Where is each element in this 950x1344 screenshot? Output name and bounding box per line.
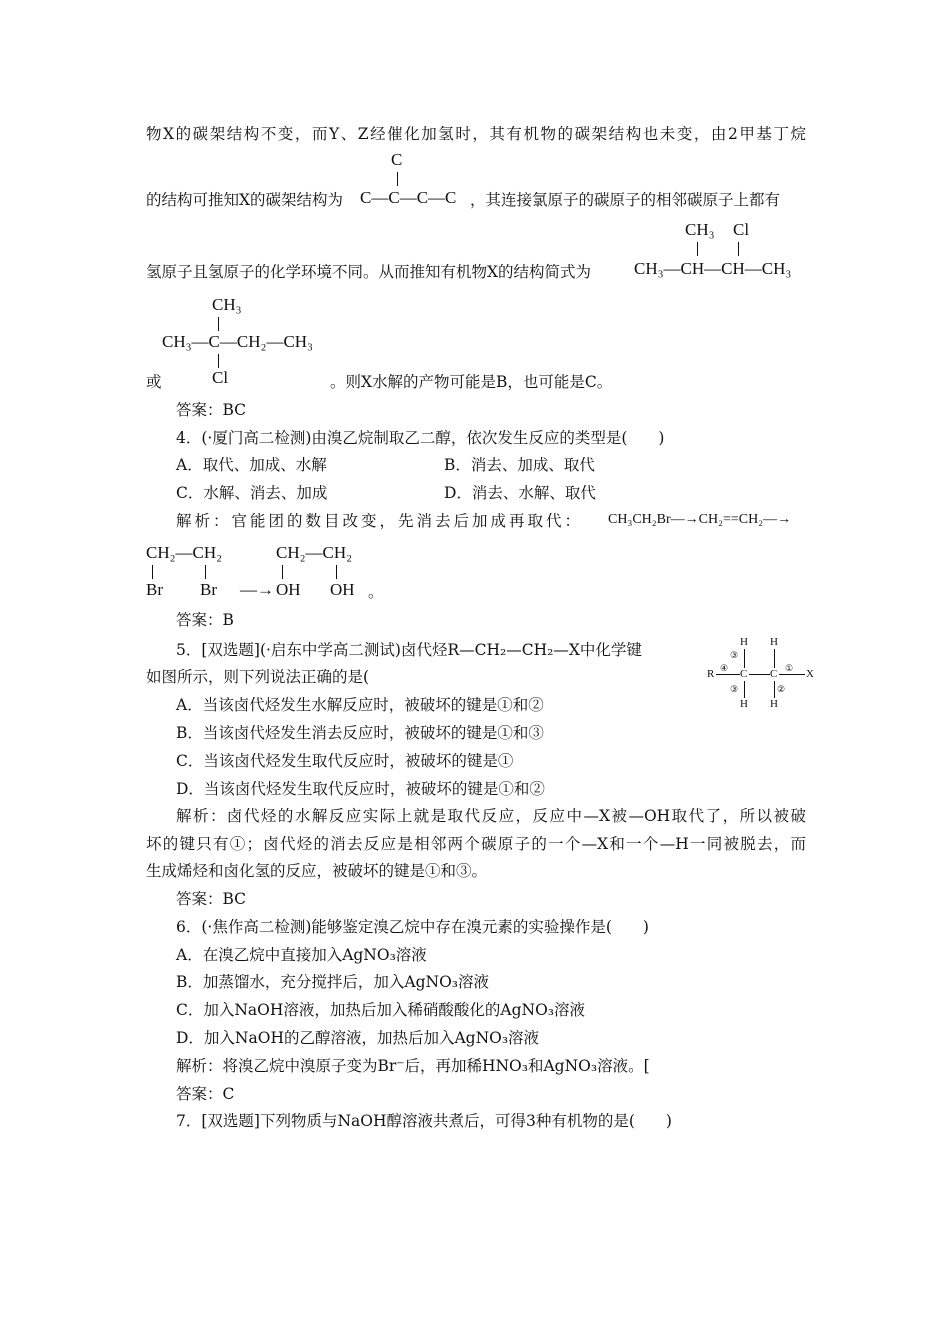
structure-bond [697, 242, 698, 256]
chem-group: CH₃ [761, 259, 792, 278]
hydroxyl-left: OH [276, 580, 301, 599]
chem-bond: — [744, 259, 762, 278]
hydroxyl-right: OH [330, 580, 355, 599]
dibromoethane-chain [146, 543, 222, 563]
answer-line: 答案：C [176, 1085, 235, 1103]
ethylene-glycol-chain [276, 543, 352, 563]
cc-bond [749, 674, 770, 675]
question-7: 7．[双选题]下列物质与NaOH醇溶液共煮后，可得3种有机物的是( ) [176, 1112, 672, 1130]
option-6b: B．加蒸馏水，充分搅拌后，加入AgNO₃溶液 [176, 973, 489, 991]
period: 。 [368, 583, 384, 601]
ch-bond [744, 681, 745, 698]
structure-main-chain [634, 259, 791, 279]
rc-bond [716, 674, 740, 675]
chem-bond: — [305, 543, 323, 562]
chem-group: CH₃ [283, 332, 313, 351]
chem-group: CH₂ [236, 332, 267, 351]
explanation-6: 解析：将溴乙烷中溴原子变为Br⁻后，再加稀HNO₃和AgNO₃溶液。[ [176, 1057, 650, 1075]
chem-bond: — [175, 543, 193, 562]
bond-label-2: ② [777, 684, 786, 694]
question-4: 4．(·厦门高二检测)由溴乙烷制取乙二醇，依次发生反应的类型是( ) [176, 429, 665, 447]
question-5-cont: 如图所示，则下列说法正确的是( [146, 668, 370, 686]
bromine-right: Br [200, 580, 217, 599]
option-5c: C．当该卤代烃发生取代反应时，被破坏的键是① [176, 752, 514, 770]
paragraph-line: 的结构可推知X的碳架结构为 [146, 191, 344, 209]
x-atom: X [806, 668, 814, 680]
explanation-5-end: 生成烯烃和卤化氢的反应，被破坏的键是①和③。 [146, 862, 488, 880]
explanation-4: 解析：官能团的数目改变，先消去后加成再取代： [176, 512, 584, 530]
chem-bond: — [219, 332, 237, 351]
reaction-arrow: —→ [240, 580, 274, 599]
option-6d: D．加入NaOH的乙醇溶液，加热后加入AgNO₃溶液 [176, 1029, 540, 1047]
chem-group: CH₂ [192, 543, 223, 562]
paragraph-line: 。则X水解的产物可能是B，也可能是C。 [330, 373, 613, 391]
bond-diagram [706, 636, 814, 710]
paragraph-line: 物X的碳架结构不变，而Y、Z经催化加氢时，其有机物的碳架结构也未变，由2甲基丁烷 [146, 125, 806, 143]
chem-group: CH₃ [634, 259, 664, 278]
chem-bond: — [371, 188, 389, 207]
carbon-2: C [770, 668, 778, 680]
option-5b: B．当该卤代烃发生消去反应时，被破坏的键是①和③ [176, 724, 544, 742]
structure-ch3-top: CH₃ [685, 220, 715, 239]
bond-label-4: ④ [720, 663, 729, 673]
question-6: 6．(·焦作高二检测)能够鉴定溴乙烷中存在溴元素的实验操作是( ) [176, 918, 649, 936]
chem-group: CH₂ [276, 543, 306, 562]
paragraph-line: ，其连接氯原子的碳原子的相邻碳原子上都有 [470, 191, 781, 209]
chem-bond: — [266, 332, 284, 351]
dibromo-bond [152, 565, 153, 579]
chem-bond: — [428, 188, 446, 207]
option-4a: A．取代、加成、水解 [176, 456, 327, 474]
bond-label-3-top: ③ [730, 650, 739, 660]
option-4c: C．水解、消去、加成 [176, 484, 328, 502]
r-group: R [707, 668, 715, 680]
h-bottom-left: H [740, 698, 748, 710]
alt-structure-ch3-top: CH₃ [212, 295, 242, 314]
chem-bond: — [399, 188, 417, 207]
explanation-5: 解析：卤代烃的水解反应实际上就是取代反应，反应中—X被—OH取代了，所以被破 [176, 807, 806, 825]
bond-label-1: ① [785, 663, 794, 673]
option-4d: D．消去、水解、取代 [444, 484, 596, 502]
alt-structure-bond [218, 317, 219, 331]
option-5a: A．当该卤代烃发生水解反应时，被破坏的键是①和② [176, 696, 544, 714]
glycol-bond [282, 565, 283, 579]
ch-bond [774, 649, 775, 668]
ch-bond [744, 649, 745, 668]
carbon-skeleton-formula [360, 188, 456, 208]
chem-group: CH [721, 259, 745, 278]
h-top-left: H [740, 636, 748, 648]
bond-label-3-bottom: ③ [730, 684, 739, 694]
chem-group: CH₂ [322, 543, 353, 562]
option-5d: D．当该卤代烃发生取代反应时，被破坏的键是①和② [176, 780, 545, 798]
cx-bond [779, 674, 805, 675]
structure-bond [738, 242, 739, 256]
alt-structure-cl-bottom: Cl [212, 368, 229, 387]
chem-group: CH₂ [146, 543, 176, 562]
dibromo-bond [205, 565, 206, 579]
chem-carbon: C [416, 188, 429, 207]
question-5: 5．[双选题](·启东中学高二测试)卤代烃R—CH₂—CH₂—X中化学键 [176, 641, 642, 659]
option-6c: C．加入NaOH溶液，加热后加入稀硝酸酸化的AgNO₃溶液 [176, 1001, 585, 1019]
alt-structure-main-chain [162, 332, 313, 352]
reaction-chain: CH₃CH₂Br—→CH₂==CH₂—→ [608, 512, 792, 527]
chem-group: CH [680, 259, 705, 278]
bromine-left: Br [146, 580, 163, 599]
chem-carbon: C [208, 332, 220, 351]
skeleton-vertical-bond [397, 172, 398, 186]
paragraph-line: 氢原子且氢原子的化学环境不同。从而推知有机物X的结构简式为 [146, 263, 592, 281]
explanation-5-cont: 坏的键只有①；卤代烃的消去反应是相邻两个碳原子的一个—X和一个—H一同被脱去，而 [146, 835, 806, 853]
option-6a: A．在溴乙烷中直接加入AgNO₃溶液 [176, 946, 427, 964]
answer-line: 答案：BC [176, 890, 247, 908]
paragraph-line: 或 [146, 373, 162, 391]
answer-line: 答案：B [176, 611, 234, 629]
option-4b: B．消去、加成、取代 [444, 456, 595, 474]
h-bottom-right: H [770, 698, 778, 710]
chem-carbon: C [388, 188, 400, 207]
chem-bond: — [191, 332, 209, 351]
chem-bond: — [663, 259, 681, 278]
chem-carbon: C [360, 188, 372, 207]
chem-bond: — [704, 259, 722, 278]
skeleton-top-carbon: C [391, 150, 403, 169]
chem-carbon: C [445, 188, 457, 207]
structure-cl-top: Cl [733, 220, 750, 239]
glycol-bond [336, 565, 337, 579]
h-top-right: H [770, 636, 778, 648]
chem-group: CH₃ [162, 332, 192, 351]
ch-bond [774, 681, 775, 698]
answer-line: 答案：BC [176, 401, 247, 419]
carbon-1: C [740, 668, 748, 680]
alt-structure-bond [218, 354, 219, 368]
